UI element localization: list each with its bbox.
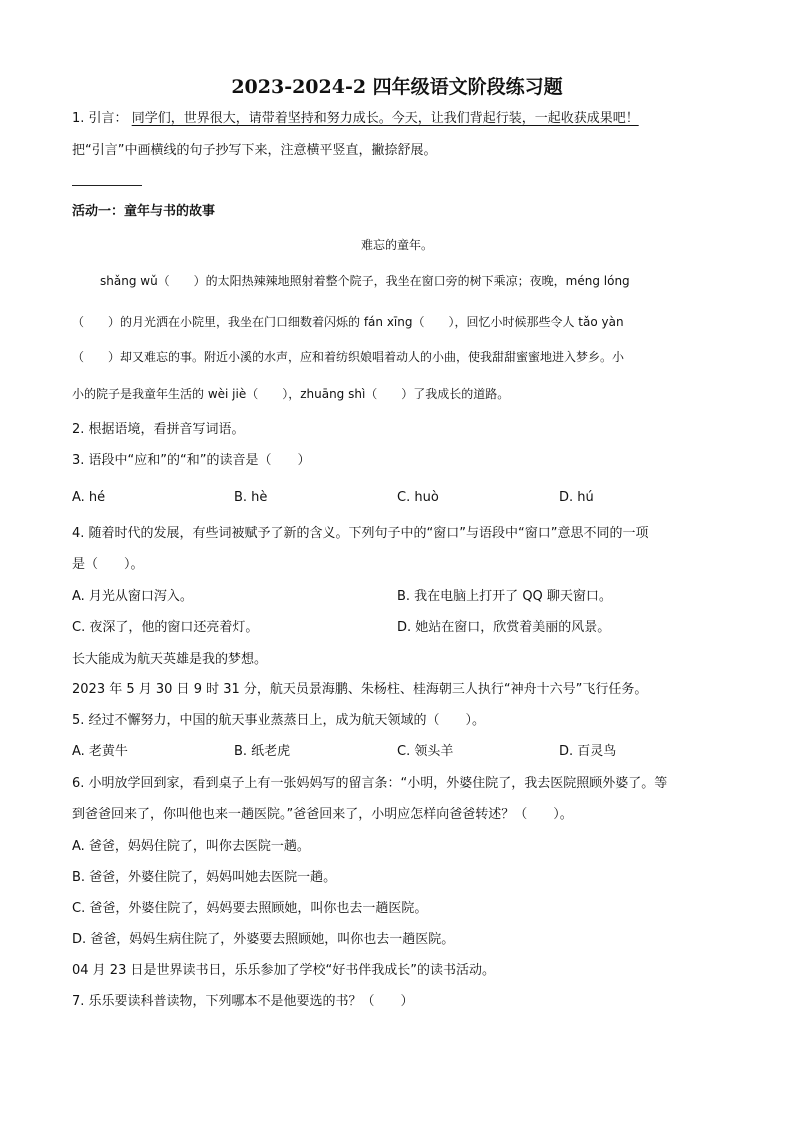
q4-option-b: B. 我在电脑上打开了 QQ 聊天窗口。 — [397, 589, 612, 604]
passage-line-3: （ ）却又难忘的事。附近小溪的水声，应和着纺织娘唱着动人的小曲，使我甜甜蜜蜜地进入梦乡。小 — [72, 350, 625, 364]
q3-option-a: A. hé — [72, 490, 106, 505]
question-6-line-1: 6. 小明放学回到家，看到桌子上有一张妈妈写的留言条：“小明，外婆住院了，我去医院照顾外婆了。等 — [72, 776, 668, 791]
question-3: 3. 语段中“应和”的“和”的读音是（ ） — [72, 453, 311, 468]
q4-option-c: C. 夜深了，他的窗口还亮着灯。 — [72, 620, 259, 635]
underlined-quote: 同学们，世界很大，请带着坚持和努力成长。今天，让我们背起行装，一起收获成果吧！ — [131, 111, 639, 126]
passage-line-4: 小的院子是我童年生活的 wèi jiè（ ），zhuāng shì（ ）了我成长的道路。 — [72, 387, 510, 401]
question-4-line-1: 4. 随着时代的发展，有些词被赋予了新的含义。下列句子中的“窗口”与语段中“窗口”意思不同的一项 — [72, 526, 649, 541]
q4-option-d: D. 她站在窗口，欣赏着美丽的风景。 — [397, 620, 611, 635]
q5-option-a: A. 老黄牛 — [72, 744, 128, 759]
question-1-instruction: 把“引言”中画横线的句子抄写下来，注意横平竖直，撇捺舒展。 — [72, 143, 437, 158]
q6-option-c: C. 爸爸，外婆住院了，妈妈要去照顾她，叫你也去一趟医院。 — [72, 901, 428, 916]
page-title: 2023-2024-2 四年级语文阶段练习题 — [231, 76, 563, 98]
answer-line — [72, 185, 142, 186]
q4-option-a: A. 月光从窗口泻入。 — [72, 589, 193, 604]
question-1 — [72, 110, 639, 128]
question-5: 5. 经过不懈努力，中国的航天事业蒸蒸日上，成为航天领域的（ ）。 — [72, 713, 486, 728]
passage-line-2: （ ）的月光洒在小院里，我坐在门口细数着闪烁的 fán xīng（ ），回忆小时候那些令人 tǎo yàn — [72, 315, 624, 329]
question-2: 2. 根据语境，看拼音写词语。 — [72, 422, 245, 437]
intro-space-dream: 长大能成为航天英雄是我的梦想。 — [72, 652, 268, 667]
passage-title: 难忘的童年。 — [360, 238, 433, 252]
question-4-line-2: 是（ ）。 — [72, 557, 144, 572]
question-7: 7. 乐乐要读科普读物，下列哪本不是他要选的书？（ ） — [72, 994, 414, 1009]
q3-option-d: D. hú — [559, 490, 594, 505]
question-6-line-2: 到爸爸回来了，你叫他也来一趟医院。”爸爸回来了，小明应怎样向爸爸转述？（ ）。 — [72, 807, 573, 822]
q5-option-c: C. 领头羊 — [397, 744, 454, 759]
intro-shenzhou: 2023 年 5 月 30 日 9 时 31 分，航天员景海鹏、朱杨柱、桂海朝三人执行“神舟十六号”飞行任务。 — [72, 682, 648, 697]
activity-1-heading: 活动一：童年与书的故事 — [72, 204, 216, 219]
intro-reading-day: 04 月 23 日是世界读书日，乐乐参加了学校“好书伴我成长”的读书活动。 — [72, 963, 495, 978]
q5-option-d: D. 百灵鸟 — [559, 744, 617, 759]
question-1-number: 1. 引言： — [72, 111, 128, 126]
q6-option-d: D. 爸爸，妈妈生病住院了，外婆要去照顾她，叫你也去一趟医院。 — [72, 932, 455, 947]
passage-line-1: shǎng wǔ（ ）的太阳热辣辣地照射着整个院子，我坐在窗口旁的树下乘凉；夜晚，méng lóng — [100, 274, 630, 288]
q6-option-b: B. 爸爸，外婆住院了，妈妈叫她去医院一趟。 — [72, 870, 337, 885]
q6-option-a: A. 爸爸，妈妈住院了，叫你去医院一趟。 — [72, 839, 310, 854]
q3-option-b: B. hè — [234, 490, 268, 505]
q3-option-c: C. huò — [397, 490, 439, 505]
q5-option-b: B. 纸老虎 — [234, 744, 291, 759]
